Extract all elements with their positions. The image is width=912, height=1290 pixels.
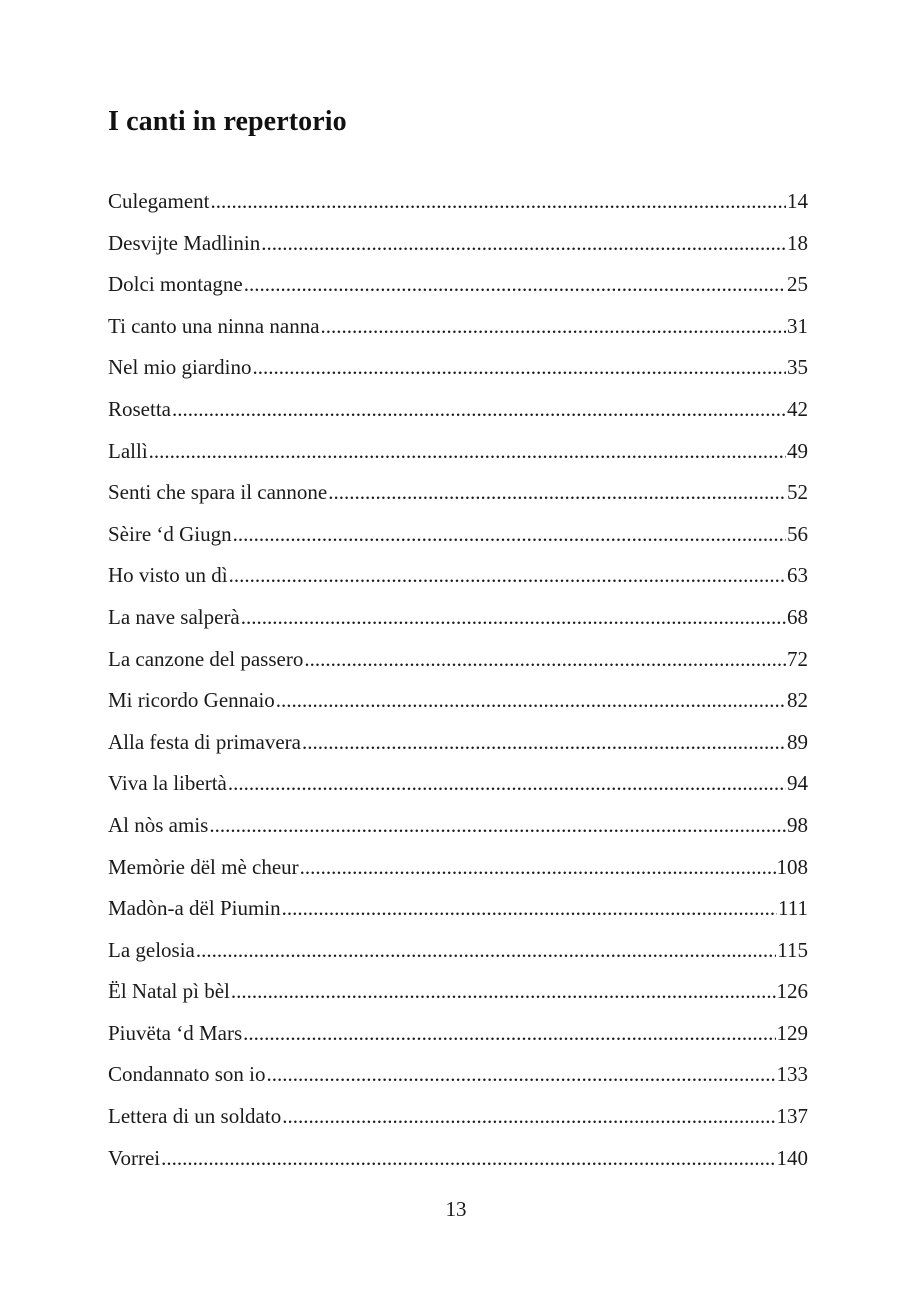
toc-entry[interactable]: [108, 347, 808, 389]
toc-entry-title: Nel mio giardino: [108, 355, 252, 380]
toc-entry[interactable]: [108, 431, 808, 473]
toc-entry[interactable]: [108, 597, 808, 639]
dot-leader: [243, 1013, 775, 1055]
dot-leader: [282, 888, 777, 930]
toc-entry[interactable]: [108, 514, 808, 556]
toc-entry-page: 111: [778, 896, 808, 921]
toc-entry-page: 49: [787, 438, 808, 463]
toc-entry-page: 98: [787, 812, 808, 837]
toc-entry-title: Ho visto un dì: [108, 563, 228, 588]
dot-leader: [276, 680, 786, 722]
toc-entry-title: Lallì: [108, 438, 148, 463]
toc-entry[interactable]: [108, 888, 808, 930]
dot-leader: [209, 805, 786, 847]
toc-entry[interactable]: [108, 805, 808, 847]
toc-entry-title: Alla festa di primavera: [108, 729, 301, 754]
toc-entry-title: Desvijte Madlinin: [108, 230, 261, 255]
dot-leader: [321, 306, 786, 348]
toc-entry-title: Piuvëta ‘d Mars: [108, 1020, 243, 1045]
toc-entry[interactable]: [108, 306, 808, 348]
toc-entry-page: 140: [776, 1145, 808, 1170]
toc-entry-title: La gelosia: [108, 937, 195, 962]
toc-entry-page: 52: [787, 480, 808, 505]
toc-entry-title: Rosetta: [108, 396, 171, 421]
dot-leader: [172, 389, 786, 431]
toc-entry[interactable]: [108, 722, 808, 764]
toc-entry[interactable]: [108, 1013, 808, 1055]
toc-entry[interactable]: [108, 472, 808, 514]
dot-leader: [161, 1138, 775, 1180]
toc-entry-title: La canzone del passero: [108, 646, 304, 671]
toc-entry-title: Sèire ‘d Giugn: [108, 521, 232, 546]
toc-entry[interactable]: [108, 555, 808, 597]
toc-entry-page: 14: [787, 189, 808, 213]
dot-leader: [300, 847, 776, 889]
toc-entry-title: Al nòs amis: [108, 812, 209, 837]
toc-entry-title: Ël Natal pì bèl: [108, 979, 230, 1004]
toc-entry-page: 94: [787, 771, 808, 796]
page-number: 13: [445, 1197, 467, 1221]
toc-entry-title: Condannato son io: [108, 1062, 266, 1087]
toc-entry[interactable]: [108, 1138, 808, 1180]
toc-entry-page: 89: [787, 729, 808, 754]
dot-leader: [282, 1096, 775, 1138]
page-title: I canti in repertorio: [108, 106, 347, 137]
dot-leader: [233, 514, 786, 556]
toc-entry[interactable]: [108, 223, 808, 265]
dot-leader: [261, 223, 786, 265]
toc-entry-page: 25: [787, 272, 808, 297]
dot-leader: [196, 930, 776, 972]
toc-entry-title: Viva la libertà: [108, 771, 227, 796]
toc-entry-title: Ti canto una ninna nanna: [108, 313, 320, 338]
toc-entry-title: La nave salperà: [108, 604, 240, 629]
dot-leader: [244, 264, 786, 306]
toc-entry-title: Lettera di un soldato: [108, 1104, 282, 1129]
dot-leader: [228, 763, 786, 805]
toc-entry[interactable]: [108, 680, 808, 722]
dot-leader: [252, 347, 786, 389]
toc-entry-page: 82: [787, 688, 808, 713]
toc-entry[interactable]: [108, 1096, 808, 1138]
toc-entry-page: 18: [787, 230, 808, 255]
toc-entry-page: 31: [787, 313, 808, 338]
toc-entry-title: Senti che spara il cannone: [108, 480, 328, 505]
toc-entry[interactable]: [108, 847, 808, 889]
toc-entry-title: Memòrie dël mè cheur: [108, 854, 299, 879]
toc-entry-page: 133: [776, 1062, 808, 1087]
toc-entry[interactable]: [108, 763, 808, 805]
toc-entry[interactable]: [108, 181, 808, 223]
toc-entry-page: 68: [787, 604, 808, 629]
dot-leader: [231, 971, 776, 1013]
table-of-contents: [108, 181, 808, 1179]
toc-entry[interactable]: [108, 264, 808, 306]
dot-leader: [149, 431, 786, 473]
dot-leader: [229, 555, 786, 597]
toc-entry[interactable]: [108, 971, 808, 1013]
dot-leader: [267, 1054, 776, 1096]
dot-leader: [241, 597, 786, 639]
toc-entry-page: 72: [787, 646, 808, 671]
toc-entry-page: 108: [776, 854, 808, 879]
toc-entry-page: 137: [776, 1104, 808, 1129]
toc-entry-page: 126: [776, 979, 808, 1004]
toc-entry-page: 35: [787, 355, 808, 380]
dot-leader: [328, 472, 786, 514]
toc-entry-title: Culegament: [108, 189, 210, 213]
toc-entry-title: Madòn-a dël Piumin: [108, 896, 281, 921]
dot-leader: [304, 639, 786, 681]
toc-entry-title: Mi ricordo Gennaio: [108, 688, 275, 713]
toc-entry[interactable]: [108, 930, 808, 972]
toc-entry[interactable]: [108, 1054, 808, 1096]
toc-entry-page: 63: [787, 563, 808, 588]
toc-entry-page: 42: [787, 396, 808, 421]
toc-entry-page: 115: [777, 937, 808, 962]
toc-entry[interactable]: [108, 389, 808, 431]
dot-leader: [302, 722, 786, 764]
toc-entry[interactable]: [108, 639, 808, 681]
toc-entry-title: Vorrei: [108, 1145, 161, 1170]
toc-entry-page: 56: [787, 521, 808, 546]
toc-entry-title: Dolci montagne: [108, 272, 243, 297]
dot-leader: [210, 181, 786, 223]
toc-entry-page: 129: [776, 1020, 808, 1045]
